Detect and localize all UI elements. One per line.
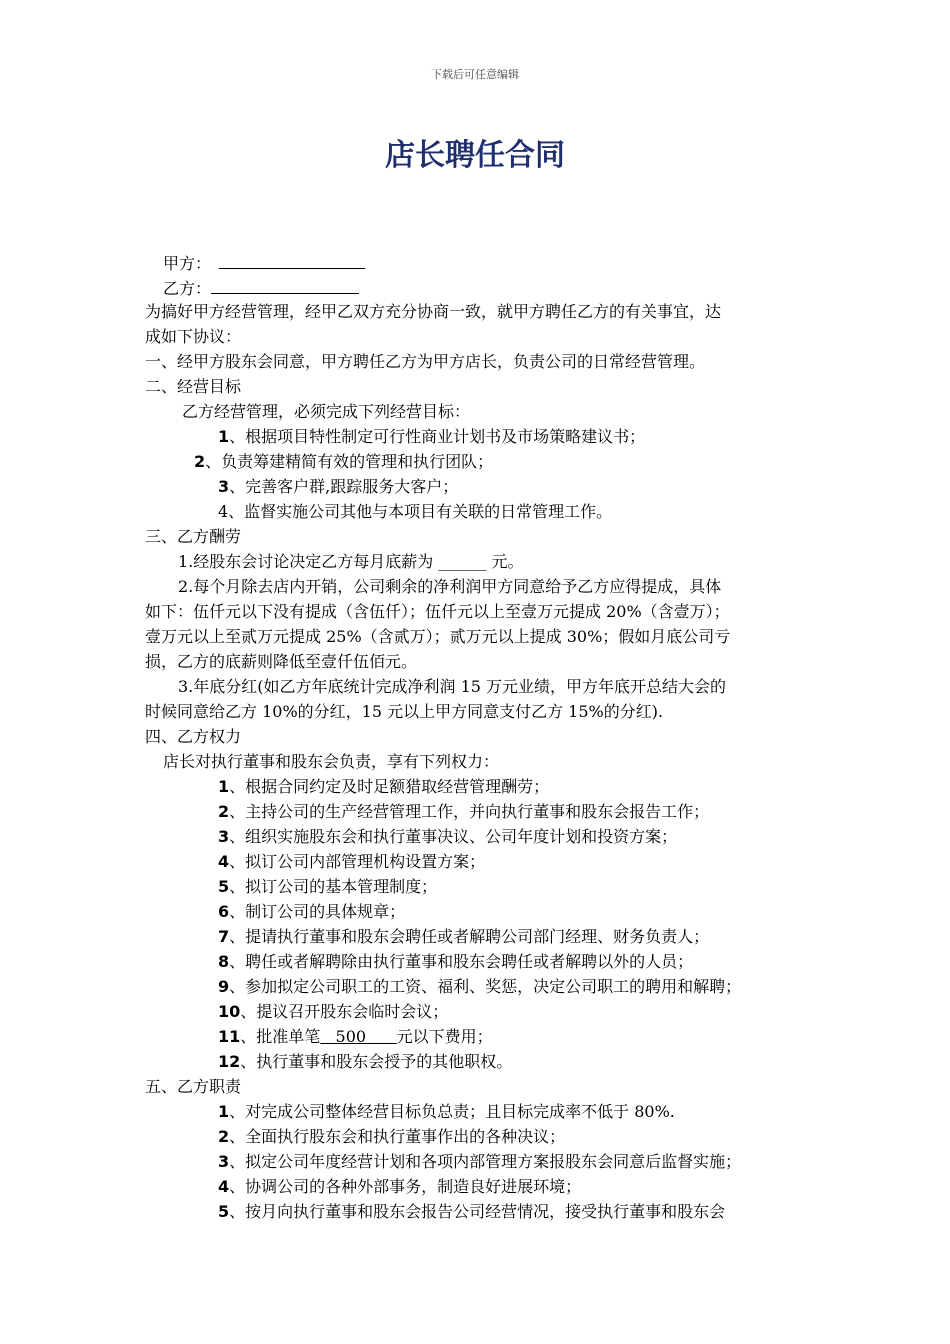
section-2-title: 二、经营目标 (145, 377, 242, 396)
section-4-item: 2、主持公司的生产经营管理工作，并向执行董事和股东会报告工作； (218, 802, 710, 821)
section-4-item: 10、提议召开股东会临时会议； (218, 1002, 449, 1021)
section-3-para-3-line: 3.年底分红(如乙方年底统计完成净利润 15 万元业绩，甲方年底开总结大会的 (178, 677, 727, 696)
section-4-item: 7、提请执行董事和股东会聘任或者解聘公司部门经理、财务负责人； (218, 927, 710, 946)
party-b-blank[interactable] (211, 275, 359, 294)
section-3-para-2-line: 如下：伍仟元以下没有提成（含伍仟）；伍仟元以上至壹万元提成 20%（含壹万）； (145, 602, 730, 621)
expense-limit-amount[interactable]: 500 (335, 1027, 367, 1046)
party-a-line (163, 250, 365, 276)
section-3-para-1: 1.经股东会讨论决定乙方每月底薪为 ______ 元。 (178, 552, 524, 571)
section-4-item: 12、执行董事和股东会授予的其他职权。 (218, 1052, 513, 1071)
party-a-label: 甲方： (163, 254, 212, 273)
section-4-intro: 店长对执行董事和股东会负责，享有下列权力： (163, 752, 500, 771)
section-2-item: 2、负责筹建精简有效的管理和执行团队； (194, 452, 494, 471)
section-3-para-2-line: 2.每个月除去店内开销，公司剩余的净利润甲方同意给予乙方应得提成，具体 (178, 577, 722, 596)
section-3-title: 三、乙方酬劳 (145, 527, 242, 546)
page-header: 下载后可任意编辑 (431, 68, 519, 81)
section-4-item: 4、拟订公司内部管理机构设置方案； (218, 852, 486, 871)
section-4-item: 1、根据合同约定及时足额猎取经营管理酬劳； (218, 777, 550, 796)
section-2-item: 4、监督实施公司其他与本项目有关联的日常管理工作。 (218, 502, 613, 521)
section-4-item: 3、组织实施股东会和执行董事决议、公司年度计划和投资方案； (218, 827, 678, 846)
section-4-title: 四、乙方权力 (145, 727, 242, 746)
party-b-line (163, 275, 359, 301)
section-4-item: 11、批准单笔 500 元以下费用； (218, 1027, 493, 1046)
section-5-item: 1、对完成公司整体经营目标负总责；且目标完成率不低于 80%. (218, 1102, 675, 1121)
section-5-item: 3、拟定公司年度经营计划和各项内部管理方案报股东会同意后监督实施； (218, 1152, 742, 1171)
document-title: 店长聘任合同 (385, 138, 565, 173)
section-5-item: 4、协调公司的各种外部事务，制造良好进展环境； (218, 1177, 582, 1196)
party-b-label: 乙方： (163, 279, 212, 298)
intro-line-2: 成如下协议： (145, 327, 242, 346)
section-5-title: 五、乙方职责 (145, 1077, 242, 1096)
intro-line-1: 为搞好甲方经营管理，经甲乙双方充分协商一致，就甲方聘任乙方的有关事宜，达 (145, 302, 722, 321)
section-4-item: 9、参加拟定公司职工的工资、福利、奖惩，决定公司职工的聘用和解聘； (218, 977, 742, 996)
section-2-item: 1、根据项目特性制定可行性商业计划书及市场策略建议书； (218, 427, 646, 446)
section-2-intro: 乙方经营管理，必须完成下列经营目标： (182, 402, 471, 421)
section-5-item: 5、按月向执行董事和股东会报告公司经营情况，接受执行董事和股东会 (218, 1202, 726, 1221)
section-4-item: 5、拟订公司的基本管理制度； (218, 877, 438, 896)
section-4-item: 6、制订公司的具体规章； (218, 902, 406, 921)
party-a-blank[interactable] (219, 250, 365, 269)
section-1: 一、经甲方股东会同意，甲方聘任乙方为甲方店长，负责公司的日常经营管理。 (145, 352, 706, 371)
salary-blank[interactable]: ______ (438, 552, 487, 571)
section-3-para-2-line: 壹万元以上至贰万元提成 25%（含贰万）；贰万元以上提成 30%；假如月底公司亏 (145, 627, 731, 646)
section-5-item: 2、全面执行股东会和执行董事作出的各种决议； (218, 1127, 566, 1146)
section-2-item: 3、完善客户群,跟踪服务大客户； (218, 477, 459, 496)
section-4-item: 8、聘任或者解聘除由执行董事和股东会聘任或者解聘以外的人员； (218, 952, 694, 971)
section-3-para-3-line: 时候同意给乙方 10%的分红，15 元以上甲方同意支付乙方 15%的分红). (145, 702, 664, 721)
section-3-para-2-line: 损，乙方的底薪则降低至壹仟伍佰元。 (145, 652, 418, 671)
